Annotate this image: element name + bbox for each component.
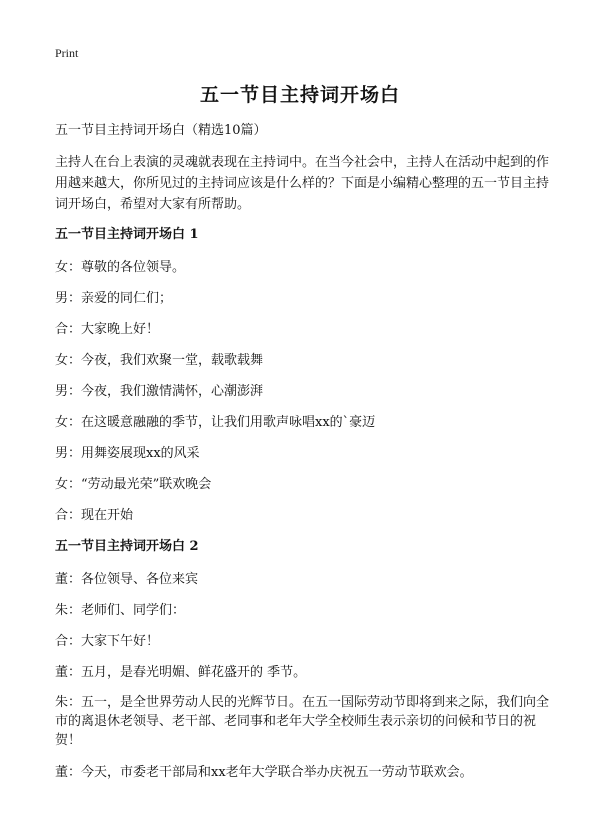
- dialogue-line: 朱：老师们、同学们：: [55, 603, 186, 618]
- dialogue-line: 女：“劳动最光荣”联欢晚会: [55, 477, 212, 492]
- print-label: Print: [55, 46, 79, 60]
- dialogue-line: 董：五月，是春光明媚、鲜花盛开的 季节。: [55, 665, 307, 680]
- dialogue-line: 合：现在开始: [55, 508, 134, 523]
- document-title: 五一节目主持词开场白: [199, 84, 400, 106]
- dialogue-line: 董：今天，市委老干部局和xx老年大学联合举办庆祝五一劳动节联欢会。: [55, 765, 473, 780]
- dialogue-line: 女：今夜，我们欢聚一堂，载歌载舞: [55, 353, 264, 368]
- dialogue-line: 合：大家下午好！: [55, 634, 160, 649]
- dialogue-line: 男：今夜，我们激情满怀，心潮澎湃: [55, 384, 264, 399]
- dialogue-line: 女：在这暖意融融的季节，让我们用歌声咏唱xx的`豪迈: [55, 415, 376, 430]
- dialogue-line: 董：各位领导、各位来宾: [55, 572, 199, 587]
- document-subtitle: 五一节目主持词开场白（精选10篇）: [55, 123, 267, 138]
- dialogue-paragraph: 朱：五一，是全世界劳动人民的光辉节日。在五一国际劳动节即将到来之际，我们向全市的离退休老领导、老干部、老同事和老年大学全校师生表示亲切的问候和节日的祝贺！: [55, 695, 550, 748]
- dialogue-line: 合：大家晚上好！: [55, 322, 160, 337]
- section-heading-2: 五一节目主持词开场白 2: [55, 539, 199, 554]
- intro-paragraph: 主持人在台上表演的灵魂就表现在主持词中。在当今社会中，主持人在活动中起到的作用越来越大，你所见过的主持词应该是什么样的？下面是小编精心整理的五一节目主持词开场白，希望对大家有所帮助。: [55, 155, 550, 212]
- dialogue-line: 男：亲爱的同仁们；: [55, 291, 173, 306]
- dialogue-line: 男：用舞姿展现xx的风采: [55, 446, 200, 461]
- section-heading-1: 五一节目主持词开场白 1: [55, 227, 199, 242]
- document-body: [55, 120, 555, 793]
- dialogue-line: 女：尊敬的各位领导。: [55, 260, 186, 275]
